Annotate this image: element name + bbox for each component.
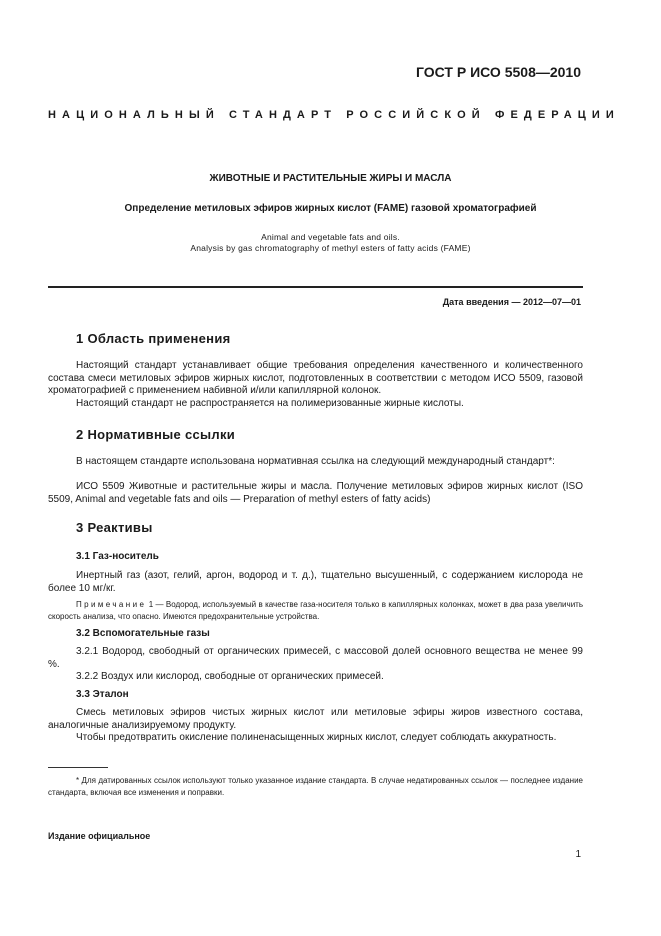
section-3-heading: 3 Реактивы xyxy=(76,520,153,535)
document-subtitle: Определение метиловых эфиров жирных кислот (FAME) газовой хроматографией xyxy=(124,203,537,214)
subsection-3-3-paragraph-1: Смесь метиловых эфиров чистых жирных кислот или метиловые эфиры жиров известного состава, аналогичные анализируемому продукту. xyxy=(48,707,583,731)
clause-3-2-1: 3.2.1 Водород, свободный от органических примесей, с массовой долей основного вещества не менее 99 %. xyxy=(48,646,583,670)
footnote: * Для датированных ссылок используют только указанное издание стандарта. В случае недатированных ссылок — последнее издание стандарта, включая все изменения и поправки. xyxy=(48,776,583,797)
subsection-3-2-heading: 3.2 Вспомогательные газы xyxy=(76,628,210,639)
subsection-3-1-paragraph: Инертный газ (азот, гелий, аргон, водород и т. д.), тщательно высушенный, с содержанием кислорода не более 10 мг/кг. xyxy=(48,570,583,594)
footnote-divider xyxy=(48,767,108,768)
section-1-paragraph-2: Настоящий стандарт не распространяется на полимеризованные жирные кислоты. xyxy=(76,398,464,409)
national-standard-heading: НАЦИОНАЛЬНЫЙ СТАНДАРТ РОССИЙСКОЙ ФЕДЕРАЦИИ xyxy=(48,109,620,121)
section-2-paragraph-1: В настоящем стандарте использована нормативная ссылка на следующий международный стандарт*: xyxy=(76,456,555,467)
section-2-paragraph-2: ИСО 5509 Животные и растительные жиры и масла. Получение метиловых эфиров жирных кислот (ISO 5509, Animal and vegetable fats and oils — Preparation of methyl esters of fatty acids) xyxy=(48,481,583,505)
standard-code: ГОСТ Р ИСО 5508—2010 xyxy=(416,64,581,80)
document-title: ЖИВОТНЫЕ И РАСТИТЕЛЬНЫЕ ЖИРЫ И МАСЛА xyxy=(209,173,452,184)
title-divider xyxy=(48,286,583,288)
subsection-3-3-heading: 3.3 Эталон xyxy=(76,689,129,700)
clause-3-2-2: 3.2.2 Воздух или кислород, свободные от органических примесей. xyxy=(76,671,384,682)
english-title-line-1: Animal and vegetable fats and oils. xyxy=(261,232,400,242)
section-1-paragraph-1: Настоящий стандарт устанавливает общие требования определения качественного и количественного состава смеси метиловых эфиров жирных кислот, подготовленных в соответствии с методом ИСО 5509, газовой хроматографией с применением набивной и/или капиллярной колонок. xyxy=(48,360,583,396)
subsection-3-1-heading: 3.1 Газ-носитель xyxy=(76,551,159,562)
english-title-line-2: Analysis by gas chromatography of methyl esters of fatty acids (FAME) xyxy=(190,243,471,253)
note-1 xyxy=(48,599,583,622)
note-label: Примечание xyxy=(76,600,147,609)
note-text: 1 — Водород, используемый в качестве газа-носителя только в капиллярных колонках, может в два раза увеличить скорость анализа, что опасно. Имеются предохранительные устройства. xyxy=(48,600,583,621)
section-1-heading: 1 Область применения xyxy=(76,331,231,346)
section-2-heading: 2 Нормативные ссылки xyxy=(76,427,236,442)
introduction-date: Дата введения — 2012—07—01 xyxy=(442,297,581,307)
subsection-3-3-paragraph-2: Чтобы предотвратить окисление полиненасыщенных жирных кислот, следует соблюдать аккуратность. xyxy=(76,732,557,743)
page-number: 1 xyxy=(575,849,581,860)
official-edition-label: Издание официальное xyxy=(48,831,151,841)
